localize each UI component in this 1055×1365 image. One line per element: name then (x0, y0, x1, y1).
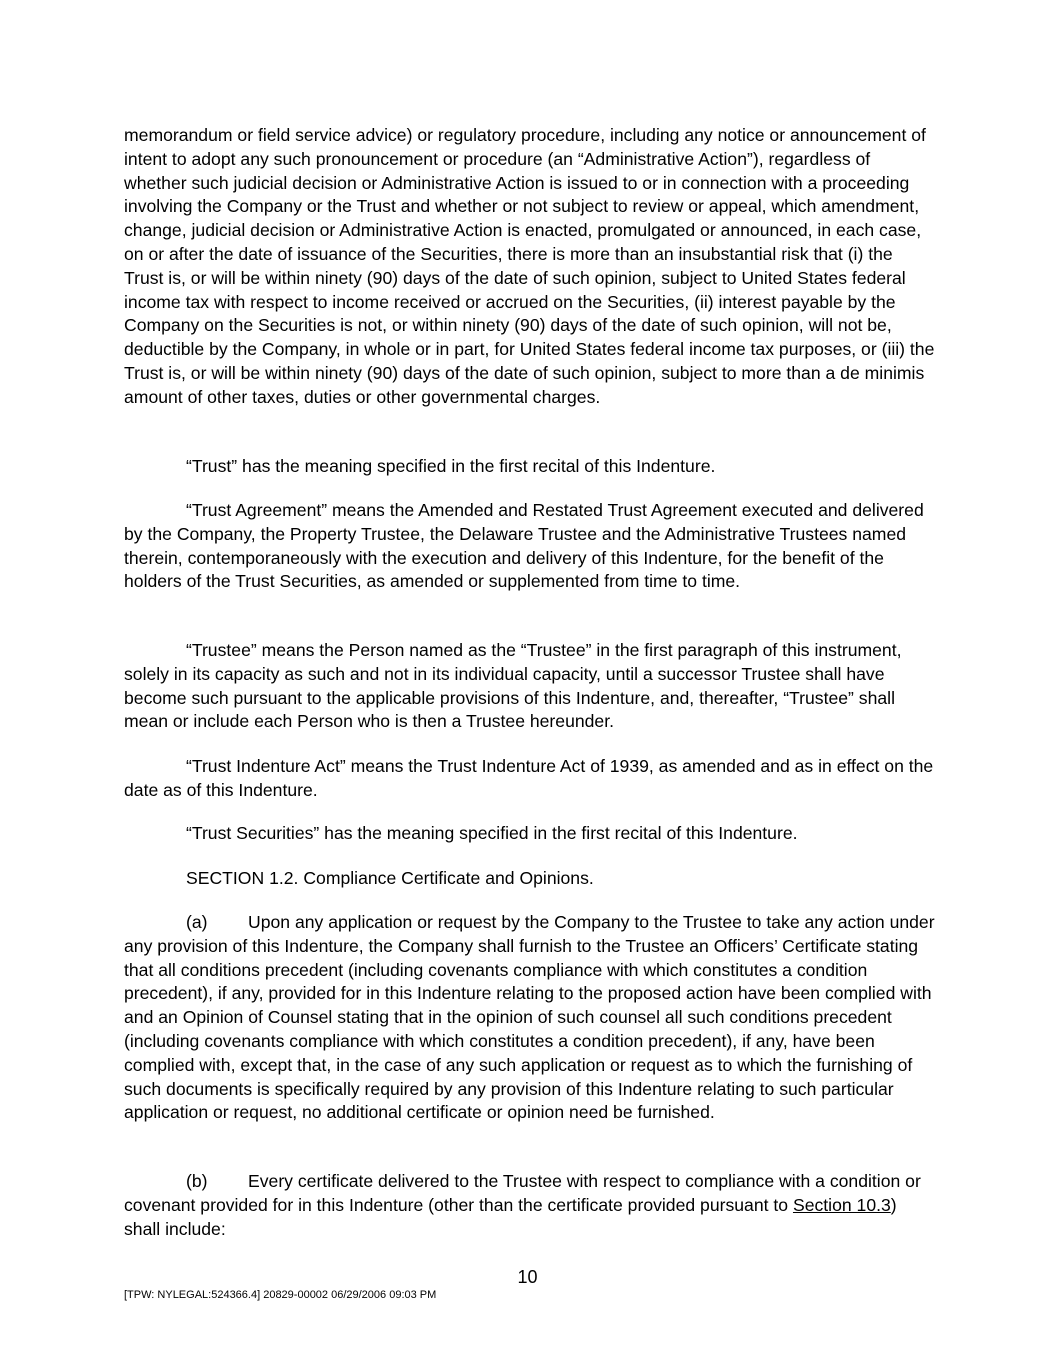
document-footer-id: [TPW: NYLEGAL:524366.4] 20829-00002 06/29/2006 09:03 PM (124, 1289, 437, 1301)
trust-agreement-definition-text: “Trust Agreement” means the Amended and Restated Trust Agreement executed and delivered by the Company, the Property Trustee, the Delaware Trustee and the Administrative Trustees named therein, contemporaneously with the execution and delivery of this Indenture, for the benefit of the holders of the Trust Securities, as amended or supplemented from time to time. (124, 500, 924, 592)
item-a-text: Upon any application or request by the Company to the Trustee to take any action under any provision of this Indenture, the Company shall furnish to the Trustee an Officers’ Certificate stating that all conditions precedent (including covenants compliance with which constitutes a condition precedent), if any, provided for in this Indenture relating to the proposed action have been complied with and an Opinion of Counsel stating that in the opinion of such counsel all such conditions precedent (including covenants compliance with which constitutes a condition precedent), if any, have been complied with, except that, in the case of any such application or request as to which the furnishing of such documents is specifically required by any provision of this Indenture relating to such particular application or request, no additional certificate or opinion need be furnished. (124, 912, 935, 1123)
trustee-definition-paragraph (124, 639, 936, 734)
item-b-paragraph (124, 1170, 936, 1241)
trust-agreement-definition-paragraph (124, 499, 936, 594)
trust-indenture-act-definition-paragraph (124, 755, 936, 803)
trust-indenture-act-definition-text: “Trust Indenture Act” means the Trust Indenture Act of 1939, as amended and as in effect on the date as of this Indenture. (124, 756, 934, 800)
item-a-paragraph (124, 911, 936, 1125)
trust-securities-definition-text: “Trust Securities” has the meaning specified in the first recital of this Indenture. (186, 823, 798, 843)
item-a-label: (a) (186, 912, 208, 932)
item-b-label: (b) (186, 1171, 208, 1191)
definition-continuation-text: memorandum or field service advice) or regulatory procedure, including any notice or announcement of intent to adopt any such pronouncement or procedure (an “Administrative Action”), regardless of whether such judicial decision or Administrative Action is issued to or in connection with a proceeding involving the Company or the Trust and whether or not subject to review or appeal, which amendment, change, judicial decision or Administrative Action is enacted, promulgated or announced, in each case, on or after the date of issuance of the Securities, there is more than an insubstantial risk that (i) the Trust is, or will be within ninety (90) days of the date of such opinion, subject to United States federal income tax with respect to income received or accrued on the Securities, (ii) interest payable by the Company on the Securities is not, or within ninety (90) days of the date of such opinion, will not be, deductible by the Company, in whole or in part, for United States federal income tax purposes, or (iii) the Trust is, or will be within ninety (90) days of the date of such opinion, subject to more than a de minimis amount of other taxes, duties or other governmental charges. (124, 125, 935, 407)
definition-continuation-paragraph (124, 124, 936, 410)
trust-definition-paragraph (124, 455, 936, 479)
section-heading: SECTION 1.2. Compliance Certificate and Opinions. (186, 868, 594, 888)
item-b-text: Every certificate delivered to the Trustee with respect to compliance with a condition or covenant provided for in this Indenture (other than the certificate provided pursuant to (124, 1171, 921, 1215)
page-number: 10 (517, 1267, 538, 1287)
item-b-text-end: ) shall include: (124, 1194, 897, 1239)
trust-definition-text: “Trust” has the meaning specified in the first recital of this Indenture. (186, 456, 716, 476)
section-heading-paragraph (124, 867, 936, 891)
section-reference-link: Section 10.3 (792, 1194, 891, 1215)
trust-securities-definition-paragraph (124, 822, 936, 846)
trustee-definition-text: “Trustee” means the Person named as the “Trustee” in the first paragraph of this instrument, solely in its capacity as such and not in its individual capacity, until a successor Trustee shall have become such pursuant to the applicable provisions of this Indenture, and, thereafter, “Trustee” shall mean or include each Person who is then a Trustee hereunder. (124, 640, 902, 732)
